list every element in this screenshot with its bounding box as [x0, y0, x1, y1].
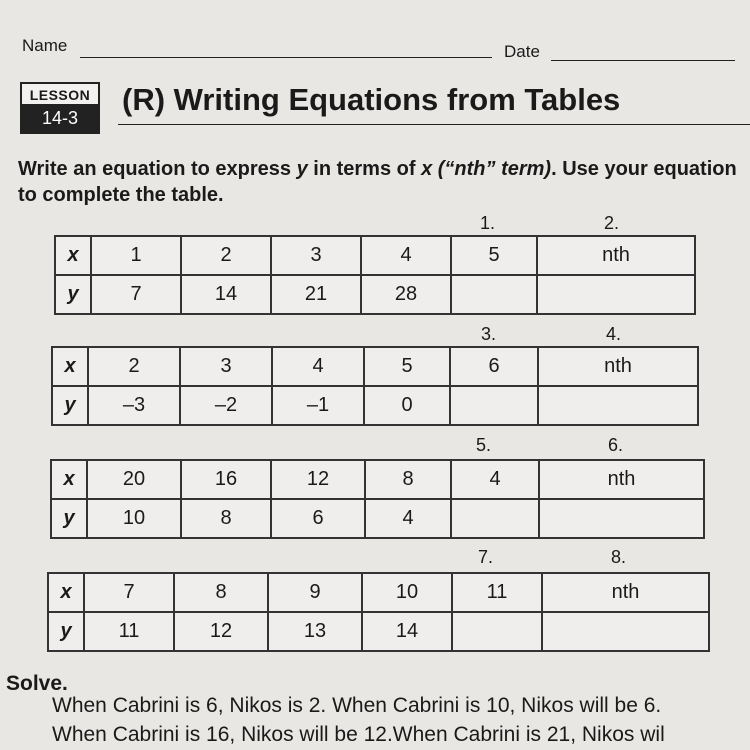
- problem-number: 4.: [606, 324, 622, 344]
- lesson-word: LESSON: [29, 87, 91, 103]
- instr-var-y: y: [296, 158, 308, 180]
- y-cell: 7: [91, 275, 181, 314]
- x-row: [48, 573, 709, 612]
- y-cell: 0: [364, 386, 450, 425]
- x-cell: 2: [88, 347, 180, 386]
- y-cell: 11: [84, 612, 174, 651]
- y-row: [55, 275, 695, 314]
- x-cell: 20: [87, 460, 181, 499]
- date-field[interactable]: [551, 60, 735, 61]
- y-header: y: [51, 499, 87, 538]
- x-row: [52, 347, 698, 386]
- x-cell: 4: [272, 347, 364, 386]
- solve-text-line-2: When Cabrini is 16, Nikos will be 12.When Cabrini is 21, Nikos wil: [52, 723, 665, 746]
- x-cell: 8: [174, 573, 268, 612]
- answer-cell[interactable]: [539, 499, 704, 538]
- x-cell: 1: [91, 236, 181, 275]
- y-cell: 13: [268, 612, 362, 651]
- y-header: y: [48, 612, 84, 651]
- solve-text-line-1: When Cabrini is 6, Nikos is 2. When Cabrini is 10, Nikos will be 6.: [52, 694, 662, 717]
- title-rule: [118, 124, 750, 125]
- x-header: x: [52, 347, 88, 386]
- x-cell: 11: [452, 573, 542, 612]
- x-cell: nth: [538, 347, 698, 386]
- answer-cell[interactable]: [542, 612, 709, 651]
- y-row: [48, 612, 709, 651]
- x-header: x: [48, 573, 84, 612]
- x-cell: nth: [537, 236, 695, 275]
- y-cell: 6: [271, 499, 365, 538]
- problem-number: 7.: [478, 547, 494, 567]
- y-cell: 8: [181, 499, 271, 538]
- x-cell: 8: [365, 460, 451, 499]
- x-cell: nth: [539, 460, 704, 499]
- x-cell: 7: [84, 573, 174, 612]
- y-cell: 14: [181, 275, 271, 314]
- x-cell: 5: [364, 347, 450, 386]
- x-header: x: [55, 236, 91, 275]
- y-cell: 21: [271, 275, 361, 314]
- instr-text-2: in terms of: [307, 158, 422, 180]
- problem-number: 3.: [481, 324, 497, 344]
- x-row: [55, 236, 695, 275]
- x-cell: 12: [271, 460, 365, 499]
- y-row: [52, 386, 698, 425]
- x-cell: 6: [450, 347, 538, 386]
- date-label: Date: [504, 42, 540, 61]
- y-cell: –3: [88, 386, 180, 425]
- x-header: x: [51, 460, 87, 499]
- instr-text-1: Write an equation to express: [18, 158, 297, 180]
- x-cell: 9: [268, 573, 362, 612]
- y-cell: –2: [180, 386, 272, 425]
- instructions: [18, 156, 743, 208]
- answer-cell[interactable]: [452, 612, 542, 651]
- instr-var-x: x: [421, 158, 433, 180]
- x-cell: 4: [451, 460, 539, 499]
- y-cell: 28: [361, 275, 451, 314]
- y-cell: 4: [365, 499, 451, 538]
- problem-number: 6.: [608, 435, 624, 455]
- y-cell: 10: [87, 499, 181, 538]
- x-cell: 3: [180, 347, 272, 386]
- x-cell: 5: [451, 236, 537, 275]
- problem-number: 1.: [480, 213, 496, 233]
- instr-text-3: (“nth” term): [432, 158, 552, 180]
- function-table-4: [47, 572, 710, 652]
- answer-cell[interactable]: [450, 386, 538, 425]
- function-table-1: [54, 235, 696, 315]
- solve-heading: Solve.: [6, 672, 68, 695]
- x-row: [51, 460, 704, 499]
- x-cell: 3: [271, 236, 361, 275]
- x-cell: nth: [542, 573, 709, 612]
- answer-cell[interactable]: [451, 275, 537, 314]
- problem-number: 8.: [611, 547, 627, 567]
- y-header: y: [52, 386, 88, 425]
- name-field[interactable]: [80, 57, 492, 58]
- x-cell: 4: [361, 236, 451, 275]
- y-row: [51, 499, 704, 538]
- y-cell: 12: [174, 612, 268, 651]
- answer-cell[interactable]: [451, 499, 539, 538]
- lesson-number: 14-3: [22, 104, 98, 132]
- function-table-2: [51, 346, 699, 426]
- answer-cell[interactable]: [537, 275, 695, 314]
- page-title: (R) Writing Equations from Tables: [122, 82, 621, 117]
- function-table-3: [50, 459, 705, 539]
- x-cell: 10: [362, 573, 452, 612]
- x-cell: 16: [181, 460, 271, 499]
- instr-text-4: . Use your equation to complete the table.: [18, 158, 737, 206]
- y-header: y: [55, 275, 91, 314]
- name-label: Name: [22, 36, 68, 55]
- y-cell: –1: [272, 386, 364, 425]
- y-cell: 14: [362, 612, 452, 651]
- answer-cell[interactable]: [538, 386, 698, 425]
- problem-number: 5.: [476, 435, 492, 455]
- x-cell: 2: [181, 236, 271, 275]
- problem-number: 2.: [604, 213, 620, 233]
- lesson-badge: [20, 82, 100, 134]
